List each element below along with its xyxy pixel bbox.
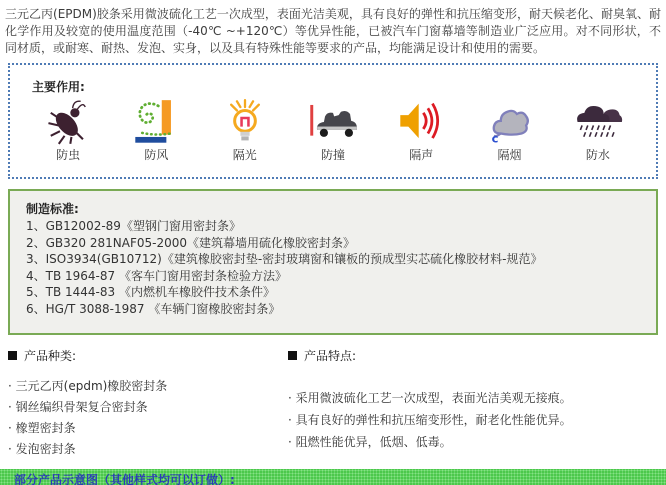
product-type-item: · 三元乙丙(epdm)橡胶密封条	[8, 376, 280, 397]
standards-title: 制造标准:	[26, 202, 79, 216]
standard-item: 6、HG/T 3088-1987 《车辆门窗橡胶密封条》	[26, 301, 281, 316]
function-item-sound	[389, 99, 453, 163]
function-item-light	[213, 99, 277, 163]
car-icon	[301, 99, 365, 145]
function-label: 隔烟	[497, 148, 522, 162]
manufacturing-standards-panel	[8, 189, 658, 335]
bulb-icon	[213, 99, 277, 145]
product-types-column	[8, 347, 280, 460]
standard-item: 1、GB12002-89《塑钢门窗用密封条》	[26, 219, 241, 233]
gallery-banner: 部分产品示意图（其他样式均可以订做）:	[0, 469, 666, 485]
function-item-water	[566, 99, 630, 163]
svg-text:c: c	[491, 131, 498, 145]
function-label: 防风	[144, 148, 169, 162]
function-item-insect	[36, 99, 100, 163]
standard-item: 3、ISO3934(GB10712)《建筑橡胶密封垫-密封玻璃窗和镶板的预成型实芯硫化橡胶材料-规范》	[26, 252, 543, 266]
function-item-smoke	[478, 99, 542, 163]
function-label: 隔声	[409, 148, 434, 162]
standard-item: 2、GB320 281NAF05-2000《建筑幕墙用硫化橡胶密封条》	[26, 235, 356, 250]
product-features-title: 产品特点:	[304, 349, 357, 363]
product-feature-item: · 采用微波硫化工艺一次成型，表面光洁美观无接痕。	[288, 387, 658, 409]
intro-paragraph: 三元乙丙(EPDM)胶条采用微波硫化工艺一次成型，表面光洁美观，具有良好的弹性和抗压缩变形，耐天候老化、耐臭氧、耐化学作用及较宽的使用温度范围（-40℃ ~+120℃）等优异性能，已被汽车门窗幕墙等制造业广泛应用。对不同形状，不同材质，或耐寒、耐热、发泡、实身，以及具有特殊性能等要求的产品，均能满足设计和使用的需要。	[5, 7, 661, 55]
speaker-icon	[389, 99, 453, 145]
standard-item: 4、TB 1964-87 《客车门窗用密封条检验方法》	[26, 268, 287, 283]
function-item-wind	[124, 99, 188, 163]
product-features-header	[288, 347, 658, 364]
product-features-list	[288, 387, 658, 453]
function-label: 防撞	[320, 148, 345, 162]
raincloud-icon	[566, 99, 630, 145]
product-feature-item: · 具有良好的弹性和抗压缩变形性，耐老化性能优异。	[288, 409, 658, 431]
product-types-list	[8, 376, 280, 460]
function-label: 隔光	[232, 148, 257, 162]
function-item-collision	[301, 99, 365, 163]
product-feature-item: · 阻燃性能优异，低烟、低毒。	[288, 431, 658, 453]
main-functions-panel	[8, 63, 658, 179]
smoke-icon	[478, 99, 542, 145]
product-features-column	[280, 347, 658, 460]
product-type-item: · 钢丝编织骨架复合密封条	[8, 397, 280, 418]
bug-icon	[36, 99, 100, 145]
standard-item: 5、TB 1444-83 《内燃机车橡胶件技术条件》	[26, 285, 275, 299]
functions-icon-row	[10, 95, 656, 163]
function-label: 防水	[585, 148, 610, 162]
square-bullet-icon	[8, 351, 17, 360]
product-types-title: 产品种类:	[24, 349, 77, 363]
wind-icon	[124, 99, 188, 145]
product-type-item: · 橡塑密封条	[8, 418, 280, 439]
product-type-item: · 发泡密封条	[8, 439, 280, 460]
square-bullet-icon	[288, 351, 297, 360]
types-features-section	[8, 347, 658, 460]
standards-list	[26, 218, 640, 317]
product-types-header	[8, 347, 280, 364]
function-label: 防虫	[56, 148, 81, 162]
main-functions-title: 主要作用:	[32, 80, 85, 94]
